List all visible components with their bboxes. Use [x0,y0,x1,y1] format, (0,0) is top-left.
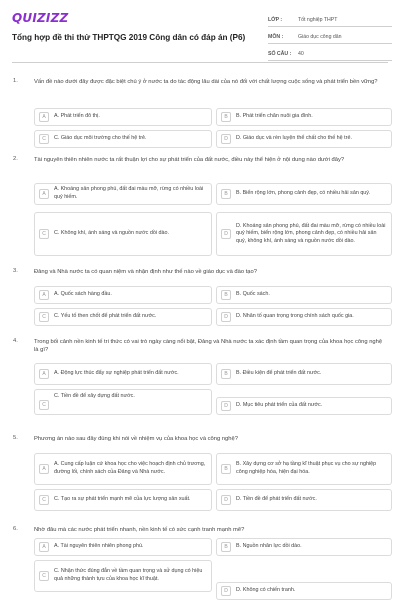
option-text: C. Tạo ra sự phát triển mạnh mẽ của lực lượng sản xuất. [54,496,191,503]
option-b[interactable] [216,286,392,304]
option-b[interactable] [216,363,392,385]
option-letter: A [39,369,49,379]
option-text: B. Xây dựng cơ sở hạ tầng kĩ thuật phục vụ cho sự nghiệp công nghiệp hóa, hiện đại hóa. [236,461,377,475]
meta-info [268,13,392,61]
quizizz-logo: QUIZIZZ [12,11,69,25]
option-text: A. Động lực thúc đẩy sự nghiệp phát triển đất nước. [54,370,179,377]
option-text: A. Quốc sách hàng đầu. [54,291,112,298]
option-letter: C [39,134,49,144]
option-text: C. Yếu tố then chốt để phát triển đất nước. [54,313,157,320]
document-header [0,0,400,64]
option-letter: D [221,229,231,239]
question-number: 1. [13,78,18,84]
option-text: D. Tiền đề để phát triển đất nước. [236,496,317,503]
option-letter: C [39,400,49,410]
document-title: Tổng hợp đề thi thử THPTQG 2019 Công dân có đáp án (P6) [12,33,246,42]
option-c[interactable] [34,560,212,592]
option-a[interactable] [34,363,212,385]
option-text: D. Nhân tố quan trọng trong chính sách quốc gia. [236,313,354,320]
option-text: B. Điều kiện để phát triển đất nước. [236,370,322,377]
option-letter: B [221,464,231,474]
question-number: 4. [13,338,18,344]
option-a[interactable] [34,286,212,304]
option-letter: A [39,112,49,122]
question-number: 5. [13,435,18,441]
option-a[interactable] [34,108,212,126]
option-letter: B [221,112,231,122]
option-letter: B [221,290,231,300]
meta-subject-label: MÔN : [268,33,284,40]
option-letter: D [221,312,231,322]
question-text: Đảng và Nhà nước ta có quan niệm và nhận định như thế nào về giáo dục và đào tạo? [34,269,257,275]
option-text: D. Mục tiêu phát triển của đất nước. [236,402,323,409]
option-d[interactable] [216,397,392,415]
option-letter: B [221,542,231,552]
question-number: 6. [13,526,18,532]
meta-grade-label: LỚP : [268,16,283,23]
option-text: C. Tiền đề để xây dựng đất nước. [54,393,135,399]
option-letter: A [39,464,49,474]
question-text: Nhờ đâu mà các nước phát triển nhanh, nền kinh tế có sức cạnh tranh mạnh mẽ? [34,527,245,533]
option-letter: B [221,189,231,199]
meta-grade-row [268,13,392,27]
option-b[interactable] [216,108,392,126]
option-text: D. Không có chiến tranh. [236,587,296,594]
option-letter: D [221,495,231,505]
option-letter: A [39,290,49,300]
option-d[interactable] [216,308,392,326]
question-text: Tài nguyên thiên nhiên nước ta rất thuận lợi cho sự phát triển của đất nước, điều này thể hiện ở nội dung nào dưới đây? [34,157,345,163]
meta-count-label: SỐ CÂU : [268,50,292,57]
option-text: B. Biển rộng lớn, phong cảnh đẹp, có nhiều hải sản quý. [236,190,371,197]
option-letter: A [39,542,49,552]
option-b[interactable] [216,453,392,485]
option-letter: C [39,312,49,322]
question-text: Vấn đề nào dưới đây được đặc biệt chú ý ở nước ta do tác động lâu dài của nó đối với chất lượng cuộc sống và phát triển bền vững? [34,79,378,85]
option-a[interactable] [34,538,212,556]
option-b[interactable] [216,183,392,205]
meta-count-row [268,47,392,61]
option-d[interactable] [216,489,392,511]
option-letter: D [221,134,231,144]
option-letter: C [39,571,49,581]
question-text: Phương án nào sau đây đúng khi nói về nhiệm vụ của khoa học và công nghệ? [34,436,238,442]
question-number: 3. [13,268,18,274]
option-letter: D [221,401,231,411]
option-a[interactable] [34,183,212,205]
option-text: A. Phát triển đô thị. [54,113,100,120]
option-text: A. Khoáng sản phong phú, đất đai màu mỡ, rừng có nhiều loài quý hiếm. [54,186,204,200]
option-letter: B [221,369,231,379]
option-d[interactable] [216,130,392,148]
option-letter: C [39,495,49,505]
meta-subject-value: Giáo dục công dân [298,33,342,40]
question-number: 2. [13,156,18,162]
option-letter: D [221,586,231,596]
meta-count-value: 40 [298,50,304,57]
option-a[interactable] [34,453,212,485]
option-c[interactable] [34,489,212,511]
option-c[interactable] [34,389,212,415]
option-c[interactable] [34,130,212,148]
option-d[interactable] [216,582,392,600]
option-text: B. Quốc sách. [236,291,270,298]
option-text: C. Giáo dục môi trường cho thế hệ trẻ. [54,135,147,142]
option-text: B. Phát triển chăn nuôi gia đình. [236,113,313,120]
option-letter: A [39,189,49,199]
header-divider [12,62,388,63]
option-letter: C [39,229,49,239]
option-text: C. Không khí, ánh sáng và nguồn nước dồi dào. [54,230,170,237]
meta-grade-value: Tốt nghiệp THPT [298,16,338,23]
option-text: A. Tài nguyên thiên nhiên phong phú. [54,543,144,550]
option-d[interactable] [216,212,392,256]
meta-subject-row [268,30,392,44]
option-c[interactable] [34,212,212,256]
question-text: Trong bối cảnh nền kinh tế tri thức có vai trò ngày càng nổi bật, Đảng và Nhà nước ta xác định tầm quan trọng của khoa học công nghệ là gì? [34,339,383,354]
option-text: A. Cung cấp luận cứ khoa học cho việc hoạch định chủ trương, đường lối, chính sách của Đảng và Nhà nước. [54,461,206,475]
option-b[interactable] [216,538,392,556]
option-text: D. Giáo dục và rèn luyện thể chất cho thế hệ trẻ. [236,135,352,142]
option-text: B. Nguồn nhân lực dồi dào. [236,543,302,550]
option-text: C. Nhận thức đúng đắn về tầm quan trọng và sử dụng có hiệu quả những thành tựu của khoa học kĩ thuật. [54,568,203,582]
option-text: D. Khoáng sản phong phú, đất đai màu mỡ, rừng có nhiều loài quý hiếm, biển rộng lớn, phong cảnh đẹp, có nhiều hải sản quý, không khí, ánh sáng và nguồn nước dồi dào. [236,222,386,244]
option-c[interactable] [34,308,212,326]
